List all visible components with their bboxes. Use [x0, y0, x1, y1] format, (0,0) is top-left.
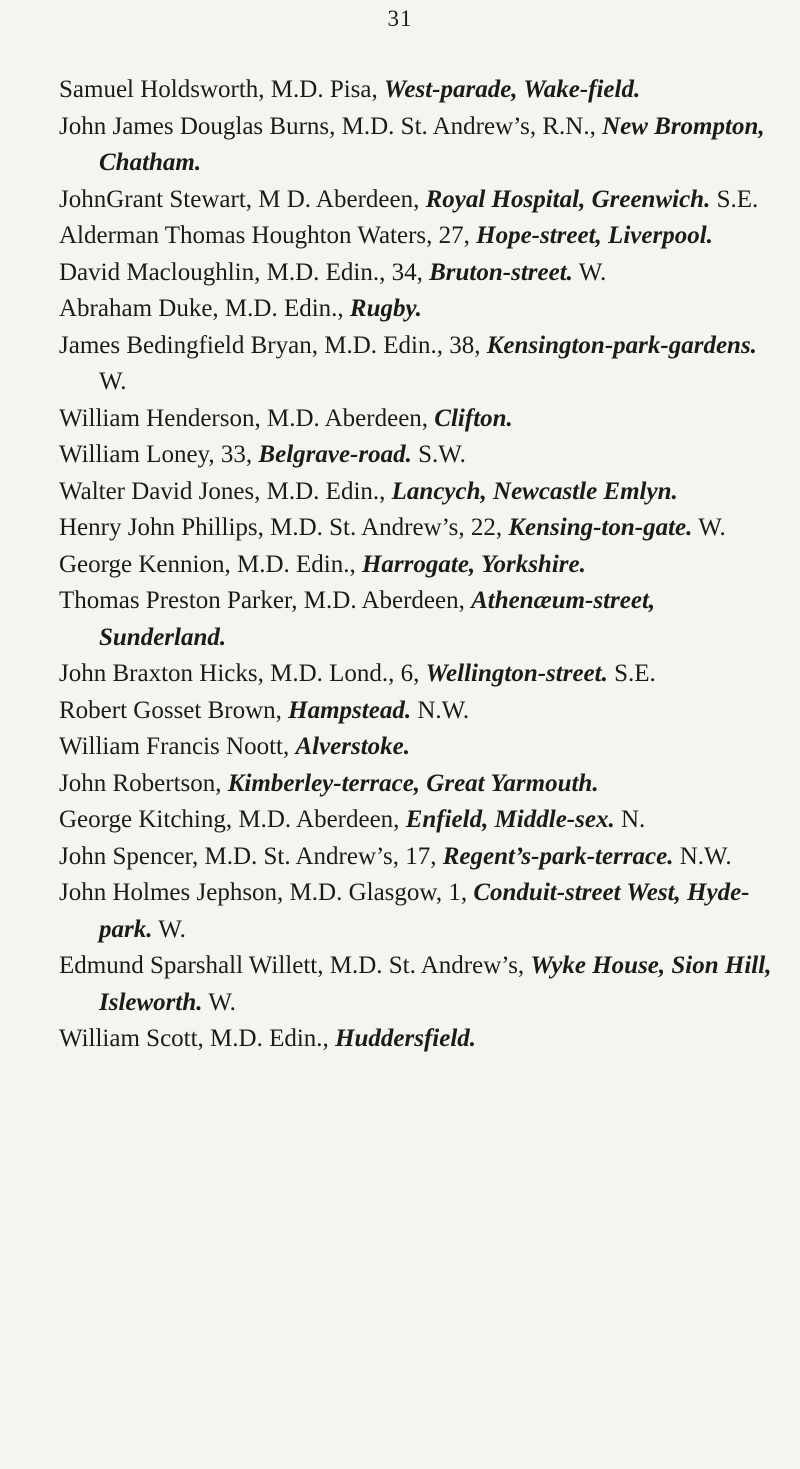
entry-address: Wellington-street.	[425, 660, 608, 687]
entry-district: N.W.	[411, 696, 470, 724]
entry-address: Clifton.	[434, 404, 513, 432]
list-entry	[59, 583, 779, 656]
entry-address: Athenæum-street, Sunderland.	[99, 587, 656, 651]
entry-address: Regent’s-park-terrace.	[442, 842, 674, 870]
list-entry	[59, 72, 779, 109]
entry-address: Lancych, Newcastle Emlyn.	[391, 477, 678, 505]
entry-address: New Brompton, Chatham.	[99, 112, 765, 176]
list-entry	[59, 291, 779, 328]
list-entry	[59, 693, 779, 730]
list-entry	[59, 766, 779, 803]
list-entry	[59, 948, 779, 1021]
list-entry	[59, 437, 779, 474]
entry-name: David Macloughlin, M.D. Edin., 34,	[59, 258, 430, 286]
entry-name: Edmund Sparshall Willett, M.D. St. Andrew’s,	[59, 952, 531, 979]
list-entry	[59, 109, 779, 182]
list-entry	[59, 547, 779, 584]
entry-district: W.	[152, 915, 186, 943]
entry-name: George Kennion, M.D. Edin.,	[59, 550, 362, 578]
entry-name: John Braxton Hicks, M.D. Lond., 6,	[59, 660, 426, 687]
entry-district: W.	[692, 514, 726, 541]
member-list	[59, 72, 779, 1058]
list-entry	[59, 401, 779, 438]
entry-district: N.	[614, 806, 646, 833]
entry-name: JohnGrant Stewart, M D. Aberdeen,	[59, 185, 426, 213]
entry-district: W.	[572, 258, 607, 286]
entry-district: S.E.	[607, 660, 656, 687]
entry-name: John Holmes Jephson, M.D. Glasgow, 1,	[59, 879, 474, 906]
entry-district: S.W.	[411, 441, 466, 468]
entry-district: S.E.	[710, 185, 759, 213]
entry-name: Henry John Phillips, M.D. St. Andrew’s, 22,	[59, 514, 509, 541]
entry-address: Conduit-street West, Hyde-park.	[99, 879, 750, 943]
list-entry	[59, 218, 779, 255]
entry-address: Huddersfield.	[335, 1025, 477, 1052]
list-entry	[59, 255, 779, 292]
list-entry	[59, 839, 779, 876]
entry-address: Royal Hospital, Greenwich.	[425, 185, 711, 213]
entry-address: Belgrave-road.	[258, 441, 412, 468]
entry-district: N.W.	[673, 842, 732, 870]
list-entry	[59, 474, 779, 511]
entry-address: West-parade, Wake-field.	[384, 76, 641, 103]
entry-address: Hampstead.	[288, 696, 412, 724]
page-number: 31	[387, 6, 413, 31]
entry-name: Samuel Holdsworth, M.D. Pisa,	[59, 76, 384, 103]
entry-name: Thomas Preston Parker, M.D. Aberdeen,	[59, 587, 472, 614]
list-entry	[59, 802, 779, 839]
entry-name: William Henderson, M.D. Aberdeen,	[59, 404, 435, 432]
entry-name: Walter David Jones, M.D. Edin.,	[59, 477, 392, 505]
entry-name: Abraham Duke, M.D. Edin.,	[59, 295, 350, 322]
entry-address: Alverstoke.	[295, 733, 411, 760]
entry-name: John Robertson,	[59, 769, 228, 797]
entry-name: Alderman Thomas Houghton Waters, 27,	[59, 222, 477, 249]
entry-name: William Francis Noott,	[59, 733, 296, 760]
entry-address: Harrogate, Yorkshire.	[361, 550, 586, 578]
list-entry	[59, 1021, 779, 1058]
list-entry	[59, 656, 779, 693]
entry-name: William Loney, 33,	[59, 441, 259, 468]
entry-address: Kimberley-terrace, Great Yarmouth.	[227, 769, 599, 797]
entry-address: Kensing-ton-gate.	[508, 514, 693, 541]
entry-district: W.	[202, 988, 236, 1016]
entry-district: W.	[99, 368, 127, 395]
list-entry	[59, 182, 779, 219]
entry-address: Hope-street, Liverpool.	[476, 222, 713, 249]
entry-name: James Bedingfield Bryan, M.D. Edin., 38,	[59, 331, 487, 359]
entry-address: Kensington-park-gardens.	[486, 331, 757, 359]
entry-name: John James Douglas Burns, M.D. St. Andrew’s, R.N.,	[59, 112, 603, 140]
list-entry	[59, 510, 779, 547]
entry-address: Enfield, Middle-sex.	[405, 806, 615, 833]
entry-name: William Scott, M.D. Edin.,	[59, 1025, 336, 1052]
entry-address: Bruton-street.	[429, 258, 573, 286]
list-entry	[59, 729, 779, 766]
list-entry	[59, 328, 779, 401]
entry-name: John Spencer, M.D. St. Andrew’s, 17,	[59, 842, 443, 870]
entry-address: Rugby.	[349, 295, 422, 322]
list-entry	[59, 875, 779, 948]
entry-address: Wyke House, Sion Hill, Isleworth.	[99, 952, 772, 1016]
entry-name: George Kitching, M.D. Aberdeen,	[59, 806, 406, 833]
entry-name: Robert Gosset Brown,	[59, 696, 289, 724]
